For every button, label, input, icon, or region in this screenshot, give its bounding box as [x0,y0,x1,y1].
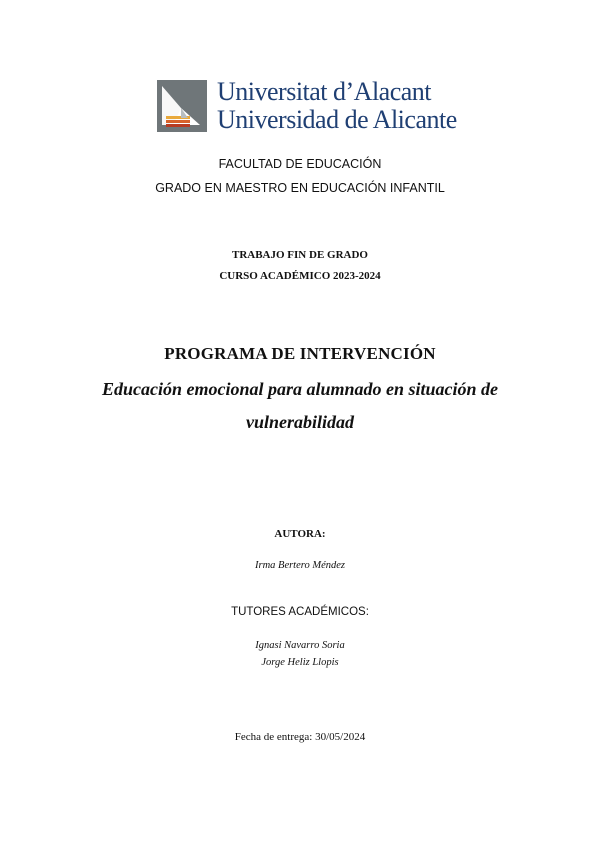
academic-course: CURSO ACADÉMICO 2023-2024 [219,270,381,282]
subtitle-line-1: Educación emocional para alumnado en situación de [101,379,499,399]
author-name: Irma Bertero Méndez [254,560,345,571]
thesis-type: TRABAJO FIN DE GRADO [232,249,368,261]
subtitle-line-2: vulnerabilidad [245,412,354,432]
program-title: PROGRAMA DE INTERVENCIÓN [164,344,436,363]
tutor-name-1: Ignasi Navarro Soria [255,640,345,651]
degree-name: GRADO EN MAESTRO EN EDUCACIÓN INFANTIL [155,181,445,195]
author-label: AUTORA: [274,528,326,540]
university-emblem-icon [157,80,207,132]
delivery-date: Fecha de entrega: 30/05/2024 [234,731,366,743]
tutors-label: TUTORES ACADÉMICOS: [231,606,369,618]
university-logo [157,78,457,138]
tutor-name-2: Jorge Heliz Llopis [261,657,339,668]
university-name [217,78,457,134]
faculty-name: FACULTAD DE EDUCACIÓN [218,157,382,171]
university-name-line1: Universitat d’Alacant [217,77,432,106]
university-name-line2: Universidad de Alicante [217,105,457,134]
